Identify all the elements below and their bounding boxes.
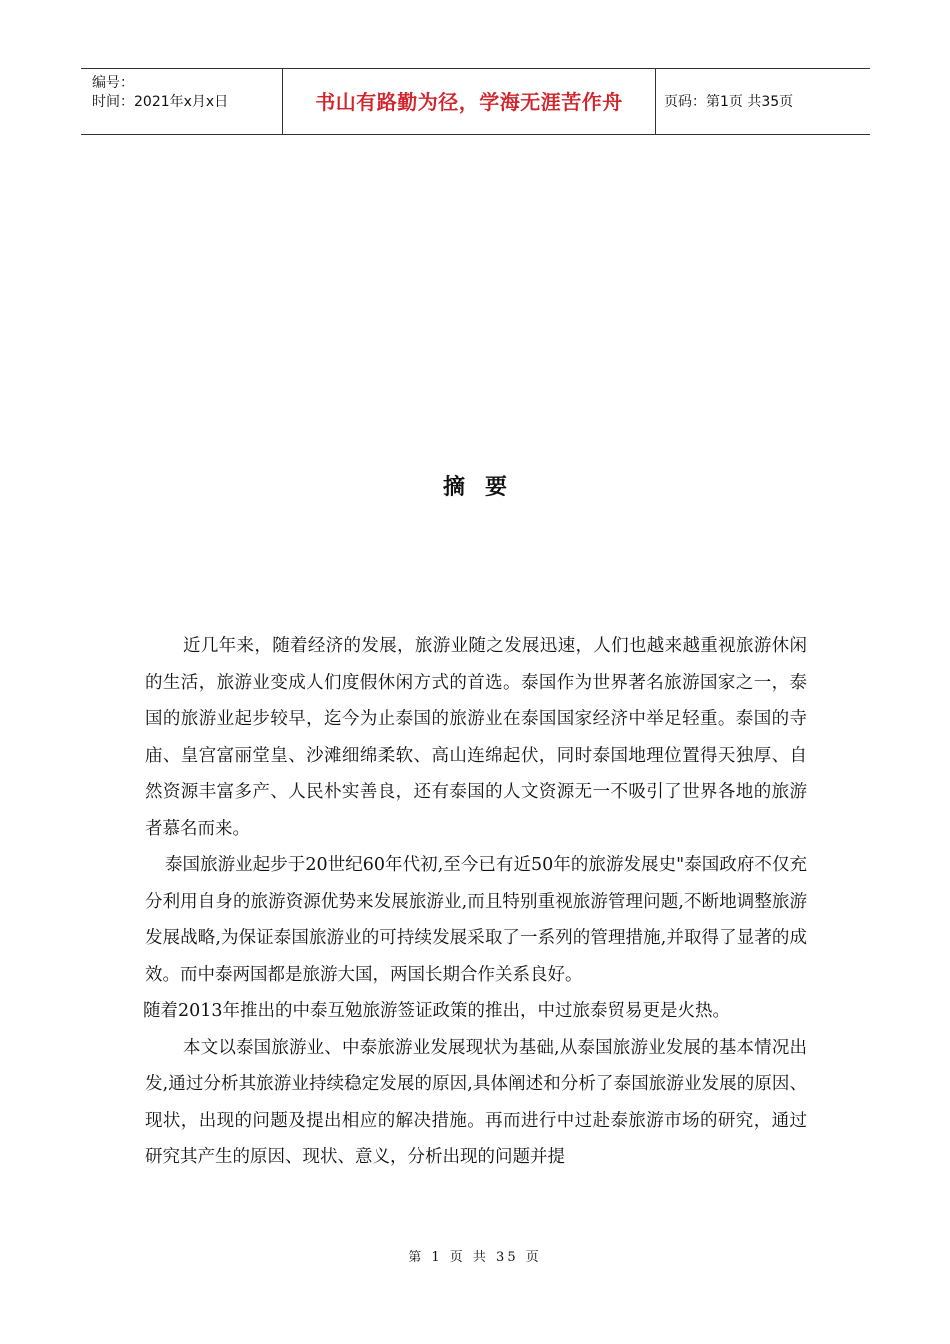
header-page-info: 页码：第1页 共35页 — [664, 93, 794, 110]
paragraph-4: 本文以泰国旅游业、中泰旅游业发展现状为基础,从泰国旅游业发展的基本情况出发,通过分析其旅游业持续稳定发展的原因,具体阐述和分析了泰国旅游业发展的原因、现状，出现的问题及提出相应的解决措施。再而进行中过赴泰旅游市场的研究，通过研究其产生的原因、现状、意义，分析出现的问题并提 — [145, 1037, 807, 1167]
header-meta — [81, 69, 282, 134]
abstract-body — [145, 628, 807, 1176]
abstract-title: 摘要 — [442, 475, 527, 500]
header-motto: 书山有路勤为径，学海无涯苦作舟 — [282, 69, 656, 134]
page-footer: 第 1 页 共 35 页 — [408, 1250, 542, 1265]
paragraph-3: 随着2013年推出的中泰互勉旅游签证政策的推出，中过旅泰贸易更是火热。 — [143, 1001, 731, 1021]
paragraph-2: 泰国旅游业起步于20世纪60年代初,至今已有近50年的旅游发展史"泰国政府不仅充分利用自身的旅游资源优势来发展旅游业,而且特别重视旅游管理问题,不断地调整旅游发展战略,为保证泰国旅游业的可持续发展采取了一系列的管理措施,并取得了显著的成效。而中泰两国都是旅游大国，两国长期合作关系良好。 — [145, 855, 807, 985]
time-label: 时间：2021年x月x日 — [92, 94, 229, 110]
document-header — [81, 68, 870, 135]
number-label: 编号： — [92, 75, 134, 91]
paragraph-1: 近几年来，随着经济的发展，旅游业随之发展迅速，人们也越来越重视旅游休闲的生活，旅游业变成人们度假休闲方式的首选。泰国作为世界著名旅游国家之一，泰国的旅游业起步较早，迄今为止泰国的旅游业在泰国国家经济中举足轻重。泰国的寺庙、皇宫富丽堂皇、沙滩细绵柔软、高山连绵起伏，同时泰国地理位置得天独厚、自然资源丰富多产、人民朴实善良，还有泰国的人文资源无一不吸引了世界各地的旅游者慕名而来。 — [145, 636, 807, 839]
